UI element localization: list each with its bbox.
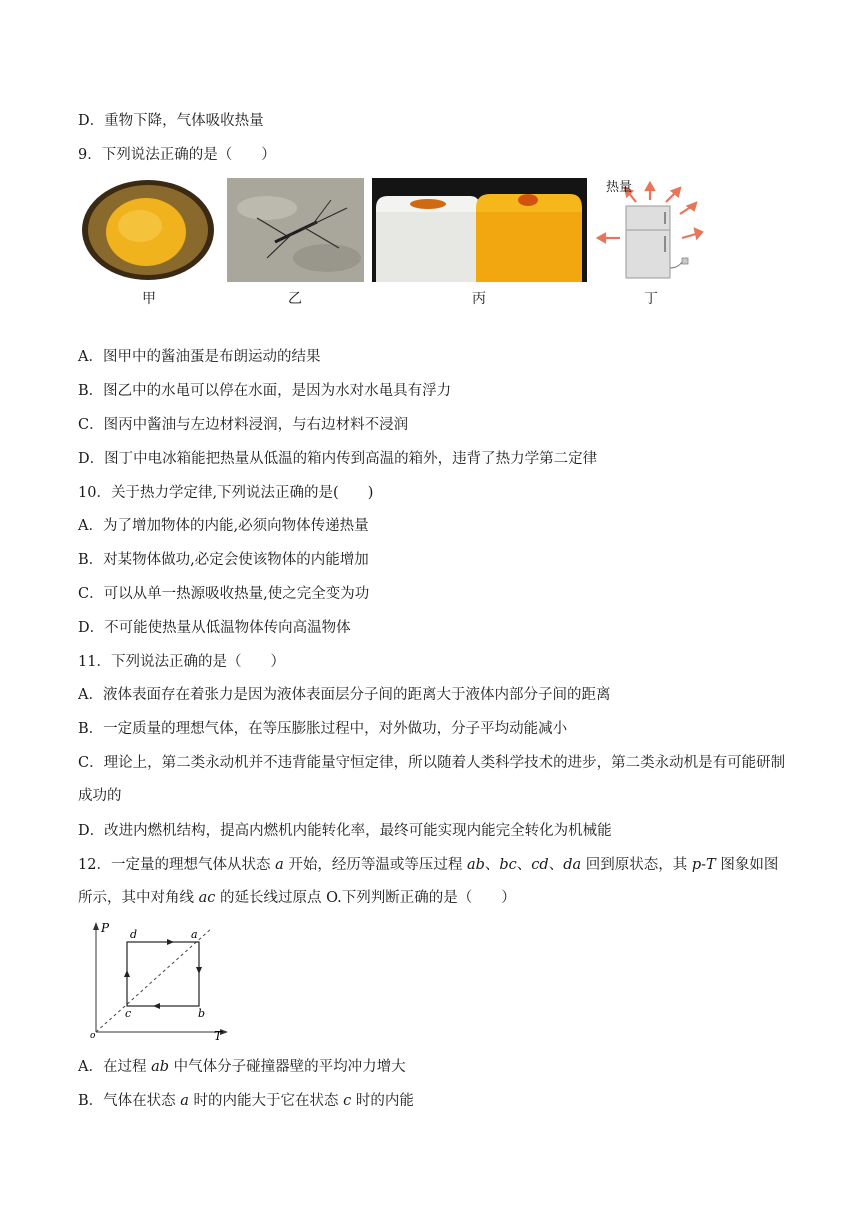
- q9-option-c: C．图丙中酱油与左边材料浸润，与右边材料不浸润: [78, 417, 409, 433]
- water-strider-photo: [227, 178, 364, 282]
- q10-option-b: B．对某物体做功,必定会使该物体的内能增加: [78, 552, 369, 568]
- p-axis-label: P: [101, 921, 110, 935]
- point-b-label: b: [198, 1007, 206, 1020]
- refrigerator-figure: [592, 172, 704, 282]
- caption-yi: 乙: [288, 291, 302, 307]
- q10-stem: 10．关于热力学定律,下列说法正确的是( ): [78, 485, 374, 501]
- t-axis-label: T: [214, 1029, 223, 1040]
- point-a-label: a: [191, 928, 198, 941]
- origin-label: o: [90, 1031, 96, 1040]
- q11-option-d: D．改进内燃机结构，提高内燃机内能转化率，最终可能实现内能完全转化为机械能: [78, 823, 612, 839]
- q9-stem: 9．下列说法正确的是（ ）: [78, 147, 276, 163]
- q12-option-b: B．气体在状态 a 时的内能大于它在状态 c 时的内能: [78, 1093, 414, 1109]
- caption-bing: 丙: [472, 291, 486, 307]
- q9-option-d: D．图丁中电冰箱能把热量从低温的箱内传到高温的箱外，违背了热力学第二定律: [78, 451, 598, 467]
- point-c-label: c: [125, 1007, 132, 1020]
- q12-option-a: A．在过程 ab 中气体分子碰撞器壁的平均冲力增大: [78, 1059, 406, 1075]
- point-d-label: d: [130, 928, 138, 941]
- q10-option-c: C．可以从单一热源吸收热量,使之完全变为功: [78, 586, 370, 602]
- q9-option-b: B．图乙中的水黾可以停在水面，是因为水对水黾具有浮力: [78, 383, 452, 399]
- q11-option-a: A．液体表面存在着张力是因为液体表面层分子间的距离大于液体内部分子间的距离: [78, 687, 611, 703]
- q12-stem: 12．一定量的理想气体从状态 a 开始，经历等温或等压过程 ab、bc、cd、da 回到原状态，其 p-T 图象如图所示，其中对角线 ac 的延长线过原点 O.下列判断正确的是（ ）: [78, 857, 779, 906]
- wetting-materials-photo: [372, 178, 587, 282]
- q10-option-d: D．不可能使热量从低温物体传向高温物体: [78, 620, 351, 636]
- q8-option-d: D．重物下降，气体吸收热量: [78, 113, 264, 129]
- q10-option-a: A．为了增加物体的内能,必须向物体传递热量: [78, 518, 369, 534]
- q11-stem: 11．下列说法正确的是（ ）: [78, 654, 285, 670]
- q11-option-c: C．理论上，第二类永动机并不违背能量守恒定律，所以随着人类科学技术的进步，第二类永动机是有可能研制成功的: [78, 755, 786, 804]
- soy-egg-photo: [80, 178, 217, 282]
- q11-option-b: B．一定质量的理想气体，在等压膨胀过程中，对外做功，分子平均动能减小: [78, 721, 568, 737]
- heat-label: 热量: [606, 180, 633, 195]
- caption-ding: 丁: [644, 291, 658, 307]
- caption-jia: 甲: [142, 291, 156, 307]
- q9-option-a: A．图甲中的酱油蛋是布朗运动的结果: [78, 349, 321, 365]
- p-t-diagram: [78, 918, 228, 1040]
